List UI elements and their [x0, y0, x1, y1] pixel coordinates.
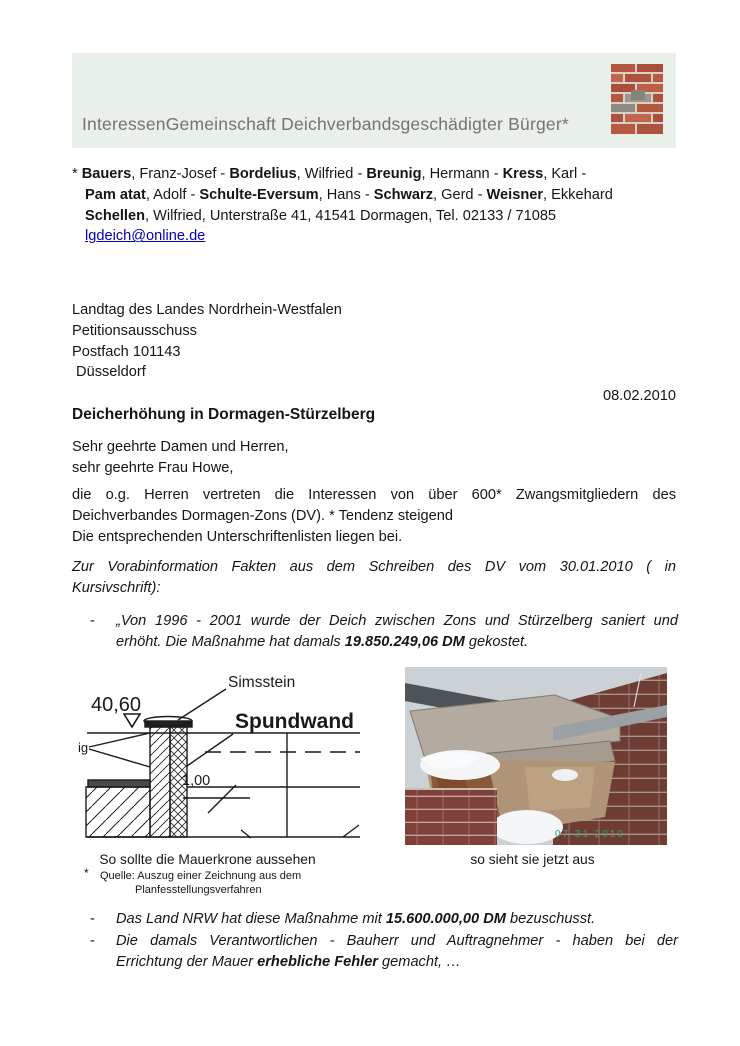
bullet-dash: -: [90, 613, 95, 629]
source-marker: *: [84, 866, 89, 880]
source-line-1: Quelle: Auszug einer Zeichnung aus dem: [100, 870, 302, 882]
fact-1-text: Das Land NRW hat diese Maßnahme mit 15.600.000,00 DM bezuschusst.: [116, 911, 596, 927]
recipient-address: Landtag des Landes Nordrhein-Westfalen Petitionsausschuss Postfach 101143 Düsseldorf: [72, 302, 342, 381]
drawing-label-simsstein: Simsstein: [228, 674, 296, 691]
members-names: * Bauers, Franz-Josef - Bordelius, Wilfried - Breunig, Hermann - Kress, Karl - Pam atat, Adolf - Schulte-Eversum, Hans - Schwarz, Gerd - Weisner, Ekkehard Schellen, Wilfried, Unterstraße 41, 41541 Dormagen, Tel. 02133 / 71085: [72, 166, 613, 224]
intro-line-1: die o.g. Herren vertreten die Interessen von über 600* Zwangsmitgliedern des: [72, 487, 676, 503]
subject-line: Deicherhöhung in Dormagen-Stürzelberg: [72, 406, 376, 423]
fact-bullet-2: [78, 931, 678, 973]
brick-wall-icon: [611, 64, 663, 134]
intro-line-3: Die entsprechenden Unterschriftenlisten liegen bei.: [72, 528, 403, 545]
technical-drawing-image: [78, 666, 398, 848]
quote-line-1: „Von 1996 - 2001 wurde der Deich zwischen Zons und Stürzelberg saniert und: [116, 613, 678, 629]
quote-bullet: [78, 611, 678, 653]
letterhead: [72, 53, 676, 148]
source-line-2: Planfesstellungsverfahren: [135, 884, 262, 896]
bullet-dash: -: [90, 933, 95, 949]
intro-line-2: Deichverbandes Dormagen-Zons (DV). * Tendenz steigend: [72, 507, 453, 524]
source-note: [84, 866, 302, 897]
salutation: Sehr geehrte Damen und Herren, sehr geehrte Frau Howe,: [72, 439, 289, 476]
organization-name: InteressenGemeinschaft Deichverbandsgeschädigter Bürger*: [82, 114, 569, 134]
drawing-caption: So sollte die Mauerkrone aussehen: [99, 852, 316, 867]
drawing-label-fragment: ig: [78, 740, 89, 755]
members-footnote: [72, 164, 670, 247]
drawing-label-elevation: 40,60: [91, 694, 142, 716]
preface-line-2: Kursivschrift):: [72, 579, 161, 596]
photo-timestamp: 07 31 2010: [555, 829, 626, 840]
quote-line-2: erhöht. Die Maßnahme hat damals 19.850.249,06 DM gekostet.: [116, 634, 529, 650]
damaged-wall-photo: [405, 667, 667, 845]
intro-paragraph: [72, 485, 676, 547]
drawing-label-dimension: 1,00: [182, 773, 211, 789]
preface-line-1: Zur Vorabinformation Fakten aus dem Schreiben des DV vom 30.01.2010 ( in: [72, 559, 676, 575]
photo-caption: so sieht sie jetzt aus: [470, 852, 595, 867]
bullet-dash: -: [90, 911, 95, 927]
fact-2-line-2: Errichtung der Mauer erhebliche Fehler gemacht, …: [116, 954, 461, 970]
email-link[interactable]: lgdeich@online.de: [85, 228, 206, 245]
fact-bullet-1: [78, 909, 678, 930]
fact-2-line-1: Die damals Verantwortlichen - Bauherr und Auftragnehmer - haben bei der: [116, 933, 678, 949]
preface-paragraph: [72, 557, 676, 599]
drawing-label-spundwand: Spundwand: [235, 710, 354, 733]
letter-date: 08.02.2010: [602, 388, 676, 404]
